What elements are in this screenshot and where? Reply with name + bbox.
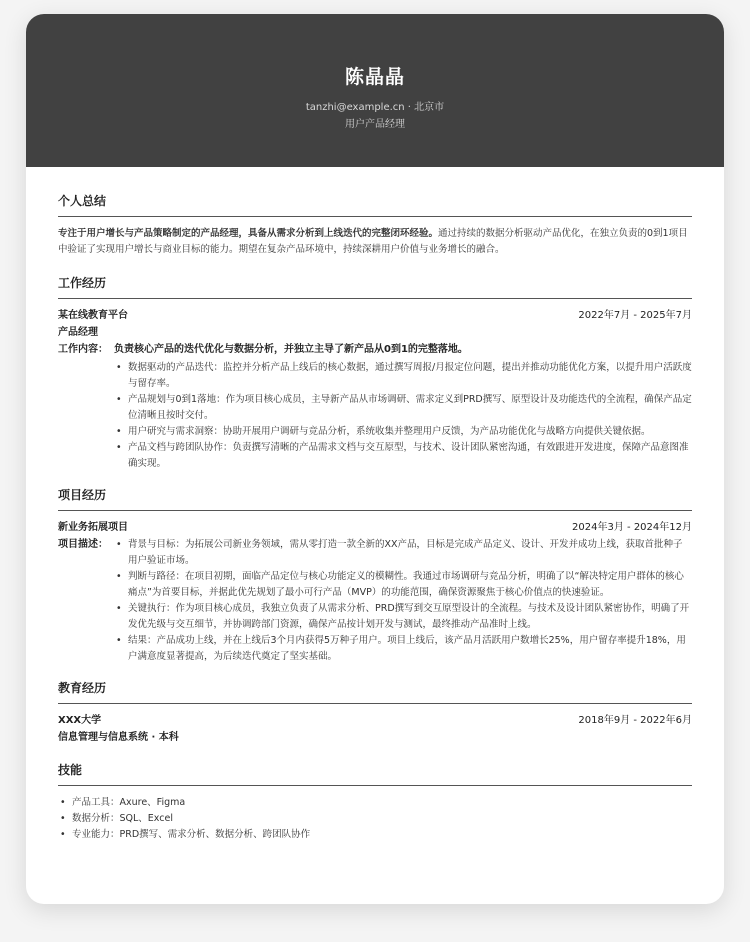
resume-header [26,14,724,167]
section-title-summary: 个人总结 [58,192,692,217]
summary-text [58,226,692,258]
list-item: • 产品规划与0到1落地：作为项目核心成员，主导新产品从市场调研、需求定义到PRD撰写、原型设计及功能迭代的全流程，确保产品定位清晰且按时交付。 [128,392,692,424]
education-major: 信息管理与信息系统 · 本科 [58,732,179,743]
list-item: • 数据驱动的产品迭代：监控并分析产品上线后的核心数据，通过撰写周报/月报定位问题，提出并推动功能优化方案，以提升用户活跃度与留存率。 [128,360,692,392]
resume-card [26,14,724,904]
work-company: 某在线教育平台 [58,310,128,321]
work-content-text: 负责核心产品的迭代优化与数据分析，并独立主导了新产品从0到1的完整落地。 [114,344,468,355]
job-title: 用户产品经理 [345,119,405,130]
skills-section [58,761,692,843]
section-title-education: 教育经历 [58,679,692,704]
resume-content [26,192,724,843]
list-item: • 数据分析：SQL、Excel [72,811,692,827]
work-bullets [58,360,692,472]
project-date: 2024年3月 - 2024年12月 [572,522,692,533]
work-header-row [58,308,692,323]
list-item: • 专业能力：PRD撰写、需求分析、数据分析、跨团队协作 [72,827,692,843]
section-title-skills: 技能 [58,761,692,786]
list-item: • 用户研究与需求洞察：协助开展用户调研与竞品分析，系统收集并整理用户反馈，为产品功能优化与战略方向提供关键依据。 [128,424,692,440]
education-major-row [58,730,692,745]
list-item: • 产品工具：Axure、Figma [72,795,692,811]
section-title-project: 项目经历 [58,486,692,511]
work-section [58,274,692,472]
list-item: • 产品文档与跨团队协作：负责撰写清晰的产品需求文档与交互原型，与技术、设计团队紧密沟通，有效跟进开发进度，保障产品意图准确实现。 [128,440,692,472]
project-name: 新业务拓展项目 [58,522,128,533]
project-desc-row [58,537,692,665]
project-header-row [58,520,692,535]
education-header-row [58,713,692,728]
contact-line: tanzhi@example.cn · 北京市 [305,102,445,113]
skills-list [58,795,692,843]
project-section [58,486,692,665]
education-section [58,679,692,745]
summary-bold: 专注于用户增长与产品策略制定的产品经理，具备从需求分析到上线迭代的完整闭环经验。 [58,228,439,239]
work-role [58,325,692,340]
project-bullets [114,537,692,665]
education-school: XXX大学 [58,715,102,726]
list-item: • 背景与目标：为拓展公司新业务领域，需从零打造一款全新的XX产品，目标是完成产品定义、设计、开发并成功上线，获取首批种子用户验证市场。 [128,537,692,569]
work-date: 2022年7月 - 2025年7月 [578,310,692,321]
project-desc-label: 项目描述： [58,539,108,550]
summary-rest: 通过持续的数据分析驱动产品优化，在独立负责的0到1项目中验证了实现用户增长与商业目标的能力。期望在复杂产品环境中，持续深耕用户价值与业务增长的融合。 [58,228,688,255]
list-item: • 判断与路径：在项目初期，面临产品定位与核心功能定义的模糊性。我通过市场调研与竞品分析，明确了以“解决特定用户群体的核心痛点”为首要目标，并据此优先规划了最小可行产品（MVP）的功能范围，确保资源聚焦于核心价值点的快速验证。 [128,569,692,601]
work-content-row [58,342,692,358]
list-item: • 关键执行：作为项目核心成员，我独立负责了从需求分析、PRD撰写到交互原型设计的全流程。与技术及设计团队紧密协作，明确了开发优先级与交互细节，并协调跨部门资源，确保产品按计划开发与测试，最终推动产品准时上线。 [128,601,692,633]
work-content-label: 工作内容： [58,344,108,355]
education-date: 2018年9月 - 2022年6月 [578,715,692,726]
work-role-text: 产品经理 [58,327,98,338]
list-item: • 结果：产品成功上线，并在上线后3个月内获得5万种子用户。项目上线后，该产品月活跃用户数增长25%，用户留存率提升18%，用户满意度显著提高，为后续迭代奠定了坚实基础。 [128,633,692,665]
candidate-name: 陈晶晶 [344,66,405,88]
section-title-work: 工作经历 [58,274,692,299]
summary-section [58,192,692,258]
